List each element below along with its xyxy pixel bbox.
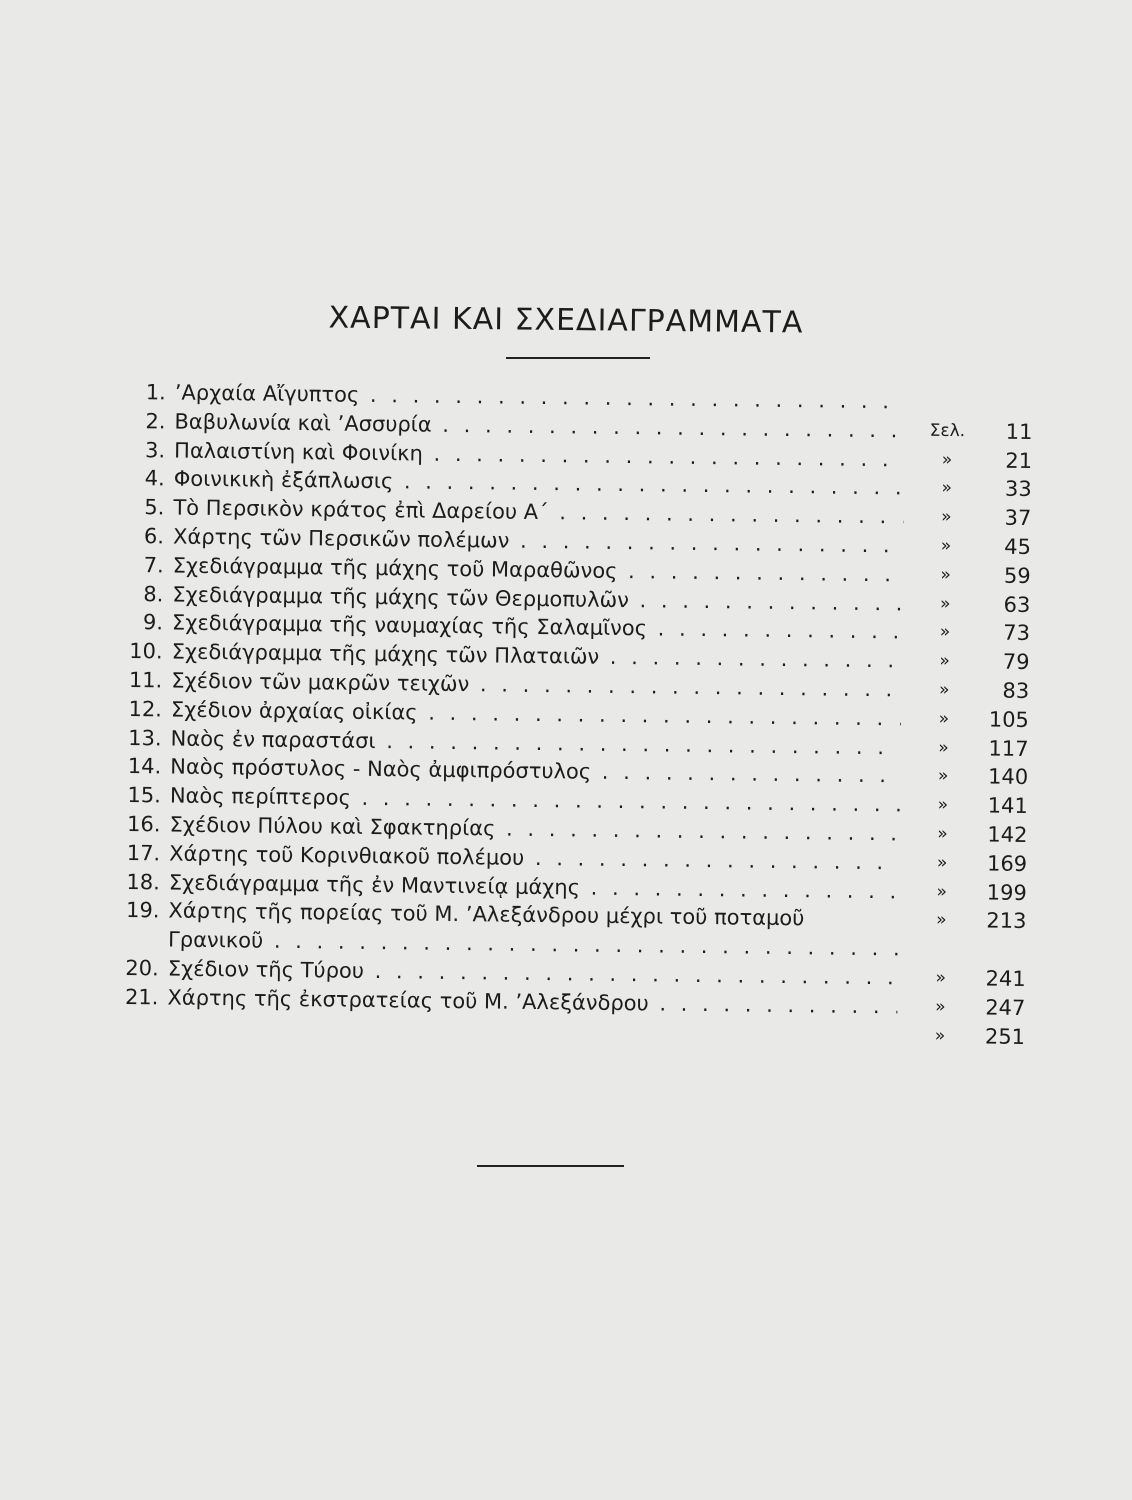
entry-page-number: 247 (985, 995, 1026, 1020)
entry-number: 10. (129, 639, 163, 664)
entry-page-number: 79 (1002, 649, 1030, 675)
entry-number: 12. (128, 696, 163, 722)
page-prefix: » (934, 1025, 946, 1046)
entry-page-number: 141 (987, 793, 1028, 819)
entry-number: 7. (143, 552, 164, 578)
entry-number: 9. (142, 610, 164, 635)
entry-title: Βαβυλωνία καὶ ’Ασσυρία . . . (174, 407, 904, 444)
entry-title: Σχεδιάγραμμα τῆς μάχης τῶν Θερμοπυλῶν . . . (172, 580, 902, 617)
entry-title: Φοινικικὴ ἐξάπλωσις . . . (174, 465, 904, 502)
entry-number: 8. (143, 581, 164, 607)
bottom-divider (477, 1165, 624, 1167)
entry-number: 2. (145, 408, 166, 434)
entry-page-number: 251 (984, 1024, 1026, 1049)
table-of-contents (122, 378, 1050, 1052)
entry-title: Ναὸς ἐν παραστάσι . . . (170, 724, 900, 761)
entry-page-number: 142 (987, 822, 1028, 847)
entry-title: Χάρτης τοῦ Κορινθιακοῦ πολέμου . . . (169, 839, 899, 876)
page-prefix: » (937, 795, 949, 816)
page-prefix: » (938, 679, 950, 701)
entry-number: 21. (124, 984, 159, 1010)
entry-page-number: 140 (987, 764, 1029, 790)
entry-page-number: 59 (1003, 563, 1031, 588)
entry-number: 18. (126, 869, 160, 894)
entry-number: 4. (144, 466, 165, 491)
entry-number: 20. (125, 955, 159, 981)
entry-page-number: 117 (988, 736, 1029, 761)
page-prefix: » (940, 564, 951, 585)
page-prefix (923, 388, 973, 389)
page-prefix: » (941, 478, 953, 499)
page-prefix: » (941, 449, 953, 470)
entry-number: 17. (126, 840, 161, 866)
page-prefix: » (935, 967, 947, 988)
page-prefix (916, 935, 966, 936)
entry-number: 14. (127, 754, 162, 779)
entry-number: 13. (128, 725, 162, 750)
entry-number: 1. (145, 380, 166, 405)
entry-page-number (973, 388, 1033, 389)
entry-title: Σχεδιάγραμμα τῆς μάχης τοῦ Μαραθῶνος . . . (173, 551, 903, 588)
entry-title: Σχεδιάγραμμα τῆς μάχης τῶν Πλαταιῶν . . . (171, 638, 901, 675)
entry-title: Σχέδιον τῆς Τύρου . . . (168, 954, 898, 991)
entry-page-number: 83 (1002, 678, 1030, 703)
page-prefix: » (939, 622, 951, 643)
page-prefix: » (939, 593, 951, 614)
page-prefix: » (936, 910, 947, 931)
entry-page-number: 45 (1004, 534, 1032, 560)
title-underline (506, 357, 650, 359)
page-prefix: » (939, 651, 950, 672)
entry-title: Σχεδιάγραμμα τῆς ἐν Μαντινείᾳ μάχης . . . (169, 868, 899, 905)
page-prefix: » (935, 996, 946, 1017)
entry-page-number: 169 (986, 851, 1028, 876)
entry-title: Σχέδιον Πύλου καὶ Σφακτηρίας . . . (169, 810, 899, 847)
entry-title: Σχέδιον τῶν μακρῶν τειχῶν . . . (171, 666, 901, 703)
entry-page-number: 105 (988, 707, 1030, 732)
entry-page-number: 241 (985, 966, 1026, 991)
page-prefix: » (938, 708, 950, 729)
entry-title: Χάρτης τῆς πορείας τοῦ Μ. ’Αλεξάνδρου μέχρι τοῦ ποταμοῦ (168, 898, 805, 931)
page-prefix: » (941, 507, 952, 528)
entry-number: 16. (126, 811, 161, 837)
entry-page-number: 213 (986, 908, 1027, 934)
entry-page-number: 63 (1003, 592, 1031, 617)
page-title: ΧΑΡΤΑΙ ΚΑΙ ΣΧΕΔΙΑΓΡΑΜΜΑΤΑ (328, 300, 804, 341)
entry-number: 11. (128, 667, 163, 693)
entry-title: Παλαιστίνη καὶ Φοινίκη . . . (174, 436, 904, 473)
entry-page-number: 21 (1005, 448, 1033, 473)
page-prefix: » (937, 823, 948, 844)
entry-title: Σχέδιον ἀρχαίας οἰκίας . . . (171, 695, 901, 732)
page-prefix: » (936, 852, 948, 873)
entry-page-number: 33 (1004, 477, 1032, 502)
entry-title: Τὸ Περσικὸν κράτος ἐπὶ Δαρείου Α΄ . . . (173, 494, 903, 531)
page-prefix: » (940, 535, 952, 557)
page-prefix: » (936, 881, 948, 902)
entry-title: Σχεδιάγραμμα τῆς ναυμαχίας τῆς Σαλαμῖνος . . . (172, 609, 902, 646)
page-prefix: » (937, 766, 949, 787)
entry-number: 15. (127, 783, 162, 808)
entry-title: ’Αρχαία Αἴγυπτος . . . (175, 379, 905, 416)
entry-title: Ναὸς πρόστυλος - Ναὸς ἀμφιπρόστυλος . . . (170, 753, 900, 790)
entry-page-number: 73 (1003, 621, 1031, 646)
entry-number: 19. (125, 898, 160, 923)
entry-number: 3. (144, 437, 166, 463)
entry-page-number: 11 (1005, 419, 1033, 444)
page-prefix: Σελ. (929, 420, 966, 442)
entry-number: 6. (143, 524, 165, 549)
entry-title: Χάρτης τῶν Περσικῶν πολέμων . . . (173, 523, 903, 560)
entry-number: 5. (144, 495, 165, 520)
page-prefix: » (938, 737, 949, 758)
entry-title: Γρανικοῦ . . . (168, 926, 898, 963)
entry-title: Χάρτης τῆς ἐκστρατείας τοῦ Μ. ’Αλεξάνδρου . . . (167, 983, 897, 1020)
entry-page-number: 37 (1004, 505, 1032, 531)
entry-title: Ναὸς περίπτερος . . . (170, 782, 900, 819)
entry-page-number: 199 (986, 880, 1027, 905)
entry-page-number (966, 935, 1026, 936)
